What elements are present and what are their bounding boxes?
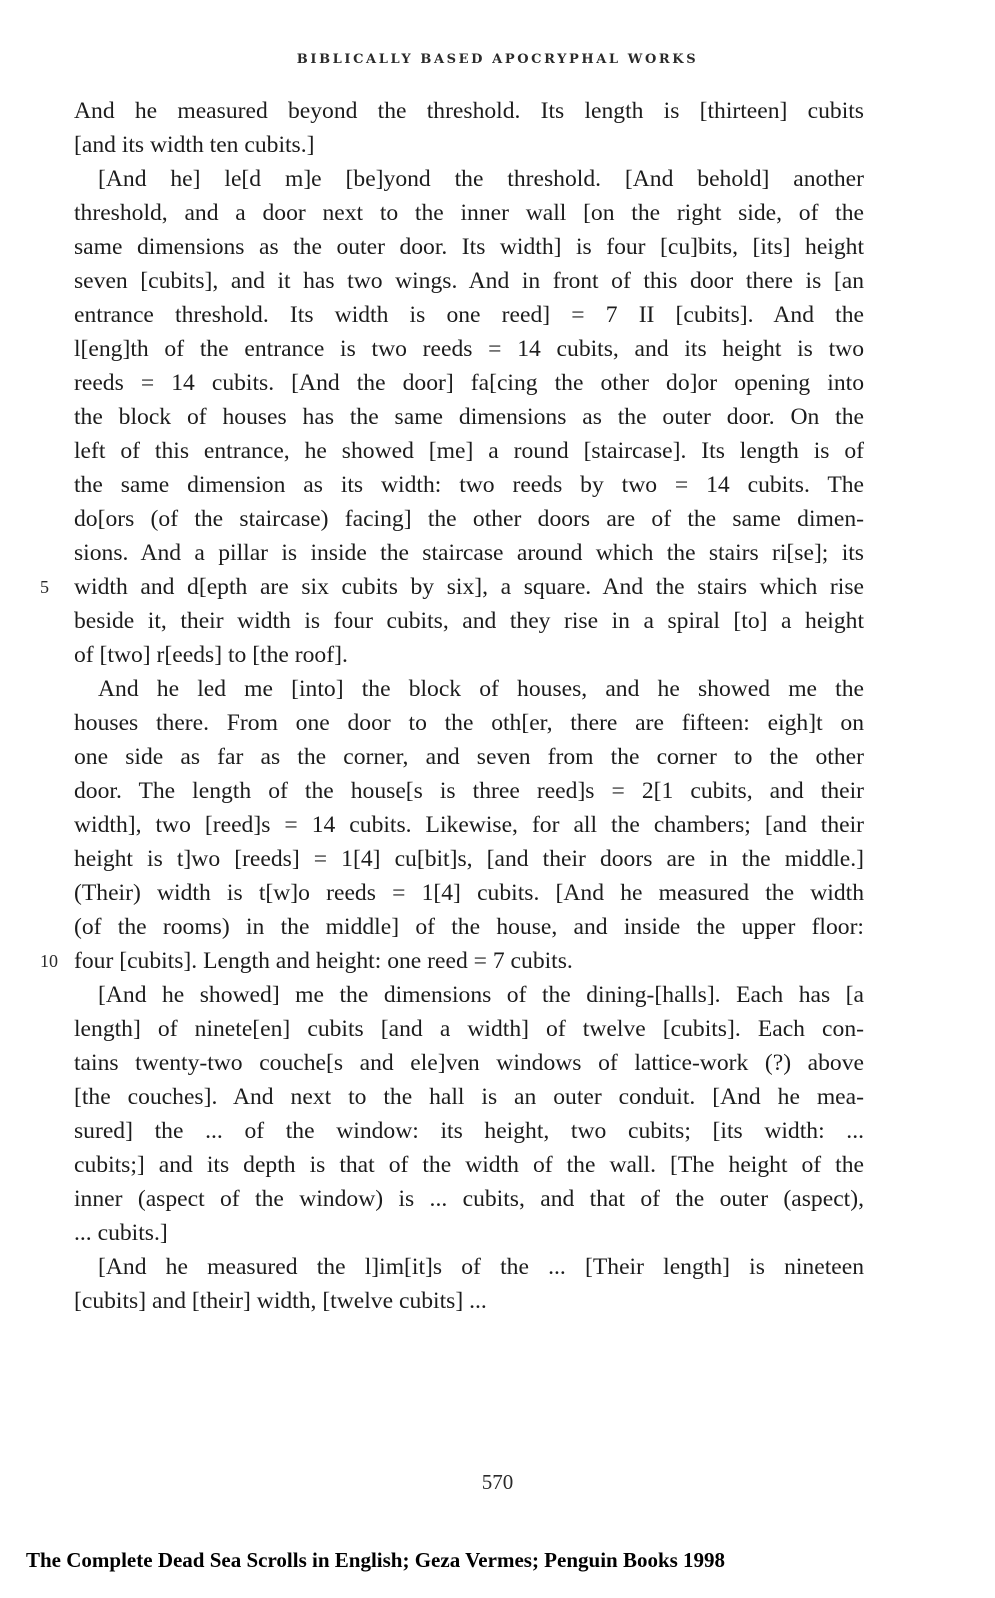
text-line: entrance threshold. Its width is one reed] = 7 II [cubits]. And the — [74, 302, 864, 328]
text-line: And he measured beyond the threshold. Its length is [thirteen] cubits — [74, 98, 864, 124]
text-line: ... cubits.] — [74, 1220, 168, 1246]
text-line: And he led me [into] the block of houses, and he showed me the — [98, 676, 864, 702]
text-line: the same dimension as its width: two reeds by two = 14 cubits. The — [74, 472, 864, 498]
margin-line-number: 5 — [40, 577, 49, 597]
text-line: of [two] r[eeds] to [the roof]. — [74, 642, 348, 668]
text-line: do[ors (of the staircase) facing] the other doors are of the same dimen- — [74, 506, 864, 532]
text-line: [And he measured the l]im[it]s of the ... [Their length] is nineteen — [98, 1254, 864, 1280]
text-line: four [cubits]. Length and height: one reed = 7 cubits. — [74, 948, 573, 974]
numbered-line-wrapper — [40, 944, 864, 978]
text-line: [cubits] and [their] width, [twelve cubits] ... — [74, 1288, 487, 1314]
running-head: BIBLICALLY BASED APOCRYPHAL WORKS — [296, 52, 699, 67]
text-line: sions. And a pillar is inside the staircase around which the stairs ri[se]; its — [74, 540, 864, 566]
numbered-line-wrapper — [40, 570, 864, 604]
text-line: [the couches]. And next to the hall is an outer conduit. [And he mea- — [74, 1084, 864, 1110]
text-line: [And he showed] me the dimensions of the dining-[halls]. Each has [a — [98, 982, 864, 1008]
text-line: tains twenty-two couche[s and ele]ven windows of lattice-work (?) above — [74, 1050, 864, 1076]
page-number: 570 — [481, 1470, 514, 1494]
text-line: length] of ninete[en] cubits [and a width] of twelve [cubits]. Each con- — [74, 1016, 864, 1042]
text-line: height is t]wo [reeds] = 1[4] cu[bit]s, [and their doors are in the middle.] — [74, 846, 864, 872]
text-line: left of this entrance, he showed [me] a round [staircase]. Its length is of — [74, 438, 864, 464]
text-line: (Their) width is t[w]o reeds = 1[4] cubits. [And he measured the width — [74, 880, 864, 906]
margin-line-number: 10 — [40, 951, 58, 971]
text-line: reeds = 14 cubits. [And the door] fa[cing the other do]or opening into — [74, 370, 864, 396]
text-line: the block of houses has the same dimensions as the outer door. On the — [74, 404, 864, 430]
text-line: houses there. From one door to the oth[er, there are fifteen: eigh]t on — [74, 710, 864, 736]
text-line: [And he] le[d m]e [be]yond the threshold. [And behold] another — [98, 166, 864, 192]
text-line: seven [cubits], and it has two wings. And in front of this door there is [an — [74, 268, 864, 294]
text-line: inner (aspect of the window) is ... cubits, and that of the outer (aspect), — [74, 1186, 864, 1212]
text-line: [and its width ten cubits.] — [74, 132, 315, 158]
text-line: cubits;] and its depth is that of the width of the wall. [The height of the — [74, 1152, 864, 1178]
text-line: beside it, their width is four cubits, and they rise in a spiral [to] a height — [74, 608, 864, 634]
text-line: door. The length of the house[s is three reed]s = 2[1 cubits, and their — [74, 778, 864, 804]
source-citation: The Complete Dead Sea Scrolls in English; Geza Vermes; Penguin Books 1998 — [26, 1548, 726, 1572]
text-line: same dimensions as the outer door. Its width] is four [cu]bits, [its] height — [74, 234, 864, 260]
text-line: width and d[epth are six cubits by six], a square. And the stairs which rise — [74, 574, 864, 600]
text-line: width], two [reed]s = 14 cubits. Likewise, for all the chambers; [and their — [74, 812, 864, 838]
text-line: l[eng]th of the entrance is two reeds = 14 cubits, and its height is two — [74, 336, 864, 362]
text-line: (of the rooms) in the middle] of the house, and inside the upper floor: — [74, 914, 864, 940]
text-line: threshold, and a door next to the inner wall [on the right side, of the — [74, 200, 864, 226]
text-line: sured] the ... of the window: its height, two cubits; [its width: ... — [74, 1118, 864, 1144]
body-text — [40, 94, 864, 1318]
text-line: one side as far as the corner, and seven from the corner to the other — [74, 744, 864, 770]
